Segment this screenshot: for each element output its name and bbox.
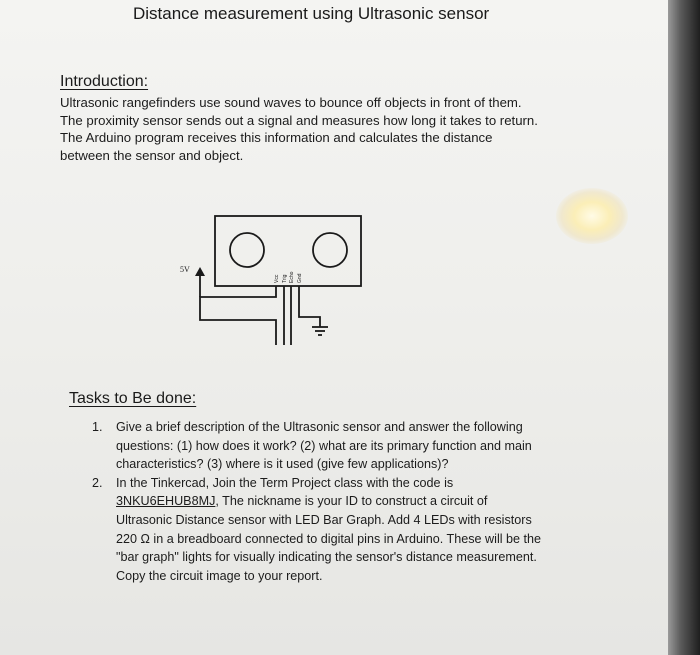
intro-line: between the sensor and object. xyxy=(60,147,244,163)
task-number: 1. xyxy=(92,420,103,434)
introduction-paragraph xyxy=(60,94,590,164)
task-item xyxy=(92,474,612,586)
task-line: 220 Ω in a breadboard connected to digital pins in Arduino. These will be the xyxy=(116,531,542,546)
wire-5v xyxy=(200,286,276,345)
supply-label: 5V xyxy=(180,265,190,274)
task-item xyxy=(92,418,612,474)
task-line: In the Tinkercad, Join the Term Project class with the code is xyxy=(116,475,454,490)
transducer-left xyxy=(230,233,264,267)
light-glare xyxy=(556,188,628,244)
task-line: questions: (1) how does it work? (2) what are its primary function and main xyxy=(116,438,532,453)
tasks-list xyxy=(92,418,612,585)
introduction-heading: Introduction: xyxy=(60,73,149,90)
tasks-heading: Tasks to Be done: xyxy=(69,390,197,407)
intro-line: Ultrasonic rangefinders use sound waves to bounce off objects in front of them. xyxy=(60,95,522,110)
task-number: 2. xyxy=(92,475,103,490)
intro-line: The proximity sensor sends out a signal and measures how long it takes to return. xyxy=(60,112,538,128)
task-line xyxy=(116,492,612,511)
task-line: characteristics? (3) where is it used (give few applications)? xyxy=(116,457,449,472)
page-edge-shadow xyxy=(668,0,700,655)
page-title: Distance measurement using Ultrasonic sensor xyxy=(133,4,490,23)
task-line-rest: , The nickname is your ID to construct a circuit of xyxy=(215,494,488,509)
task-line: Copy the circuit image to your report. xyxy=(116,568,323,583)
ultrasonic-sensor-diagram xyxy=(170,205,370,355)
class-code[interactable]: 3NKU6EHUB8MJ xyxy=(116,494,216,509)
intro-line: The Arduino program receives this information and calculates the distance xyxy=(60,130,493,145)
pin-label-vcc: Vcc xyxy=(274,274,280,283)
supply-arrow-icon xyxy=(195,267,205,276)
pin-label-trig: Trig xyxy=(282,274,288,283)
pin-label-gnd: Gnd xyxy=(297,273,303,283)
task-line: "bar graph" lights for visually indicating the sensor's distance measurement. xyxy=(116,550,537,565)
wire-gnd xyxy=(299,286,320,327)
transducer-right xyxy=(313,233,347,267)
task-line: Ultrasonic Distance sensor with LED Bar Graph. Add 4 LEDs with resistors xyxy=(116,512,532,527)
pin-label-echo: Echo xyxy=(289,271,295,283)
task-line: Give a brief description of the Ultrasonic sensor and answer the following xyxy=(116,420,523,434)
sensor-body xyxy=(215,216,361,286)
